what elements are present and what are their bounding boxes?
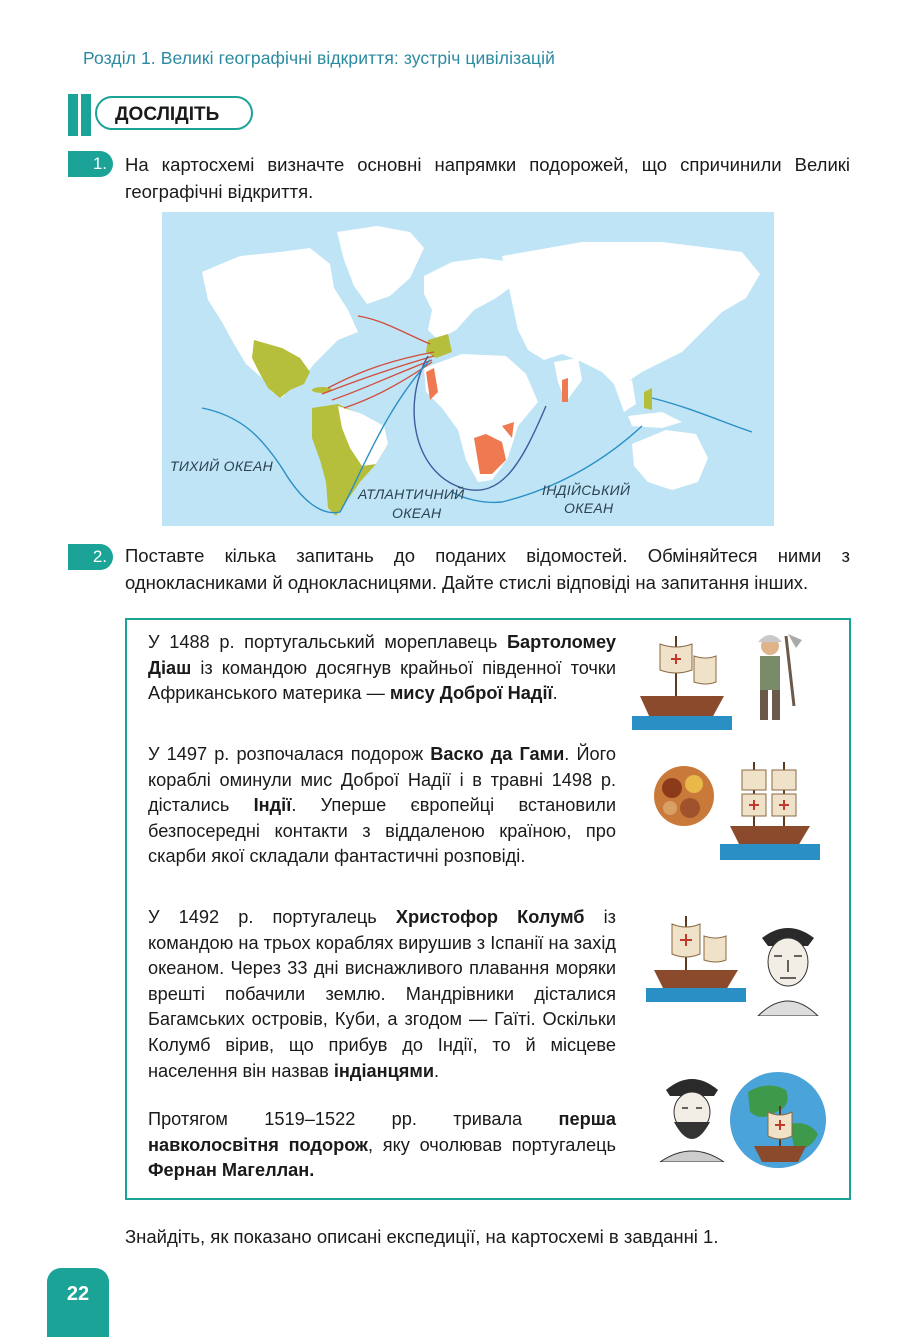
fact-magellan: Протягом 1519–1522 рр. тривала перша навколосвітня подорож, яку очолював португалець Фернан Магеллан. — [148, 1109, 616, 1181]
fact-gama: У 1497 р. розпочалася подорож Васко да Гами. Його кораблі оминули мис Доброї Надії і в травні 1498 р. дістались Індії. Уперше європейці встановили безпосередні контакти з віддаленою країною, про скарби якої складали фантастичні розповіді. — [148, 744, 616, 867]
southeast-asia — [614, 380, 636, 412]
label-atlantic-2: ОКЕАН — [392, 505, 442, 521]
portuguese-india — [562, 378, 568, 402]
greenland — [337, 226, 424, 304]
explore-label: ДОСЛІДІТЬ — [95, 96, 253, 130]
label-indian-2: ОКЕАН — [564, 500, 614, 516]
fact-columbus: У 1492 р. португалець Христофор Колумб із командою на трьох кораблях вирушив з Іспанії на захід океаном. Через 33 дні виснажливого плавання моряки врешті побачили землю. Мандрівники дісталися Багамських островів, Куби, а згодом — Гаїті. Оскільки Колумб вірив, що прибув до Індії, то й місцеве населення він назвав індіанцями. — [148, 907, 617, 1081]
page-number: 22 — [47, 1268, 109, 1337]
asia — [502, 242, 760, 388]
iberia — [426, 334, 452, 358]
world-map — [162, 212, 774, 526]
australia — [632, 430, 708, 490]
label-atlantic-1: АТЛАНТИЧНИЙ — [358, 486, 465, 502]
cabot-route — [358, 316, 430, 344]
globe-ship-illustration — [728, 1062, 828, 1186]
spices-illustration — [650, 758, 718, 830]
columbus-route-3 — [332, 360, 432, 400]
conquistador-illustration — [736, 626, 808, 730]
badge-stripe — [68, 94, 78, 136]
task-number-1: 1. — [68, 151, 113, 177]
columbus-portrait — [748, 916, 828, 1016]
ship-illustration — [632, 626, 732, 730]
chapter-header: Розділ 1. Великі географічні відкриття: зустріч цивілізацій — [83, 48, 556, 68]
columbus-ship-illustration — [646, 910, 746, 1002]
fact-dias: У 1488 р. португальський мореплавець Бартоломеу Діаш із командою досягнув крайньої південної точки Африканського материка — мису Доброї Надії. — [148, 632, 616, 704]
task-1-text: На картосхемі визначте основні напрямки подорожей, що спричинили Великі географічні відкриття. — [125, 154, 850, 202]
philippines — [644, 388, 652, 410]
task-2-text: Поставте кілька запитань до поданих відомостей. Обміняйтеся ними з однокласниками й однокласницями. Дайте стислі відповіді на запитання інших. — [125, 545, 850, 593]
label-pacific: ТИХИЙ ОКЕАН — [170, 458, 274, 474]
task-number-2: 2. — [68, 544, 113, 570]
europe — [424, 258, 518, 340]
explore-badge — [68, 94, 258, 136]
map-svg — [162, 212, 774, 526]
badge-stripe — [81, 94, 91, 136]
magellan-portrait — [652, 1066, 732, 1162]
columbus-route-4 — [344, 362, 432, 408]
footer-instruction: Знайдіть, як показано описані експедиції, на картосхемі в завданні 1. — [125, 1226, 719, 1247]
indonesia — [628, 412, 682, 428]
gama-ships-illustration — [720, 756, 820, 860]
label-indian-1: ІНДІЙСЬКИЙ — [542, 482, 631, 498]
